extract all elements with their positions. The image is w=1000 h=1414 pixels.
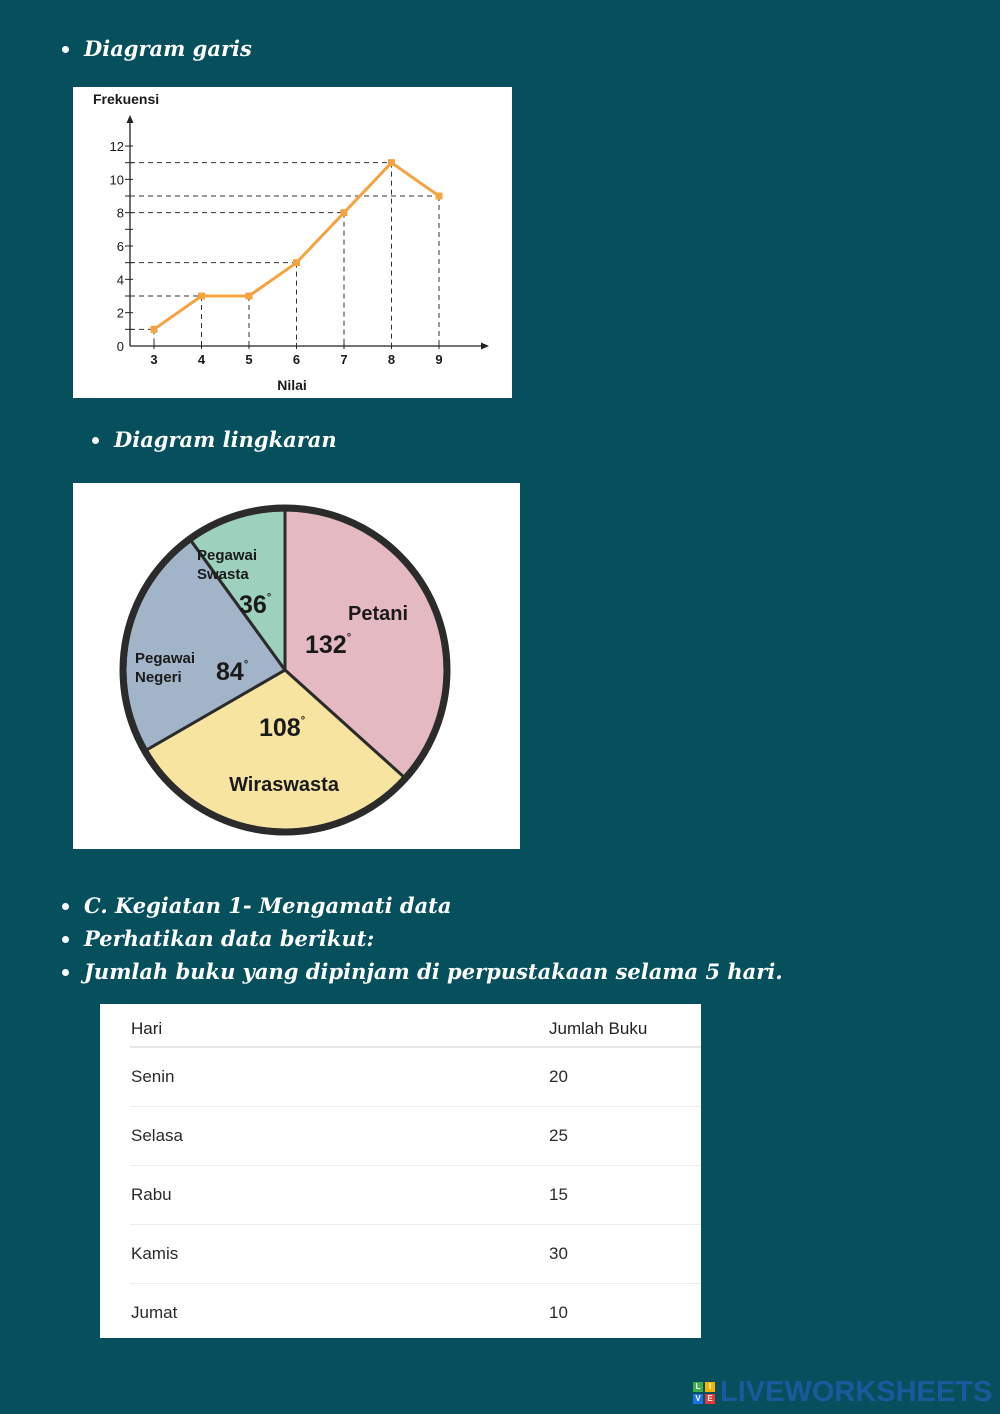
slice-label: Petani <box>347 603 409 625</box>
cell-day: Senin <box>130 1047 548 1107</box>
y-axis-arrow <box>127 115 134 123</box>
x-tick-label: 3 <box>150 352 158 367</box>
data-point <box>436 193 443 200</box>
cell-count: 15 <box>548 1166 701 1225</box>
books-table-panel <box>100 1004 701 1338</box>
cell-count: 30 <box>548 1225 701 1284</box>
slice-value <box>259 714 305 742</box>
table-header-row <box>130 1012 701 1047</box>
slice-value-number: 108 <box>259 714 301 742</box>
line-chart <box>73 87 512 398</box>
bullet-line-heading: Diagram garis <box>84 34 252 64</box>
data-point <box>151 326 158 333</box>
table-row <box>130 1107 701 1166</box>
y-tick-label: 6 <box>116 239 124 254</box>
x-tick-label: 6 <box>292 352 301 367</box>
degree-symbol: ° <box>300 715 306 727</box>
pie-chart-panel <box>73 483 520 849</box>
degree-symbol: ° <box>243 659 249 671</box>
series-line <box>154 163 439 330</box>
bullet-pie-heading: Diagram lingkaran <box>114 425 337 455</box>
slice-label: Wiraswasta <box>229 774 339 796</box>
cell-day: Selasa <box>130 1107 548 1166</box>
slice-label-line: Negeri <box>135 669 182 686</box>
logo-square-l: L <box>693 1382 703 1392</box>
x-tick-label: 8 <box>387 352 396 367</box>
x-tick-label: 9 <box>435 352 443 367</box>
data-point <box>388 159 395 166</box>
slice-label-line: Pegawai <box>135 650 196 667</box>
data-point <box>246 293 253 300</box>
header-jumlah-buku: Jumlah Buku <box>548 1012 701 1047</box>
header-hari: Hari <box>130 1012 548 1047</box>
slice-value-number: 36 <box>239 591 267 619</box>
cell-day: Rabu <box>130 1166 548 1225</box>
data-point <box>293 259 300 266</box>
table-row <box>130 1225 701 1284</box>
y-tick-label: 8 <box>116 205 124 221</box>
logo-square-i: I <box>705 1382 715 1392</box>
x-axis-label: Nilai <box>277 377 307 393</box>
bullet-activity: C. Kegiatan 1- Mengamati data <box>84 891 452 921</box>
logo-square-e: E <box>705 1394 715 1404</box>
books-table <box>130 1012 701 1342</box>
data-point <box>341 209 348 216</box>
data-point <box>198 293 205 300</box>
x-tick-label: 7 <box>340 352 348 367</box>
x-axis-arrow <box>481 343 489 350</box>
table-row <box>130 1047 701 1107</box>
y-tick-label: 0 <box>116 339 124 354</box>
y-tick-label: 2 <box>116 305 124 321</box>
y-tick-label: 4 <box>116 272 124 288</box>
table-row <box>130 1166 701 1225</box>
cell-count: 20 <box>548 1047 701 1107</box>
liveworksheets-logo[interactable] <box>693 1376 992 1409</box>
x-tick-label: 5 <box>245 352 253 367</box>
table-row <box>130 1284 701 1343</box>
degree-symbol: ° <box>346 632 352 644</box>
cell-day: Jumat <box>131 1303 178 1322</box>
cell-count: 10 <box>549 1303 568 1322</box>
slice-label-line: Pegawai <box>197 547 258 564</box>
pie-chart <box>73 483 520 849</box>
slice-value-number: 132 <box>305 631 347 659</box>
y-tick-label: 12 <box>109 139 124 154</box>
logo-text: LIVEWORKSHEETS <box>720 1376 993 1408</box>
slice-value <box>305 631 351 659</box>
degree-symbol: ° <box>266 592 272 604</box>
logo-square-v: V <box>693 1394 703 1404</box>
y-axis-label: Frekuensi <box>93 91 160 107</box>
cell-day: Kamis <box>130 1225 548 1284</box>
x-tick-label: 4 <box>197 352 206 367</box>
slice-label-line: Swasta <box>197 566 249 583</box>
y-tick-label: 10 <box>109 172 124 188</box>
slice-value <box>216 658 248 686</box>
slice-value <box>239 591 271 619</box>
slice-value-number: 84 <box>216 658 244 686</box>
logo-squares-icon <box>693 1382 715 1404</box>
cell-count: 25 <box>548 1107 701 1166</box>
bullet-books: Jumlah buku yang dipinjam di perpustakaan selama 5 hari. <box>84 957 783 987</box>
bullet-observe: Perhatikan data berikut: <box>84 924 374 954</box>
line-chart-panel <box>73 87 512 398</box>
